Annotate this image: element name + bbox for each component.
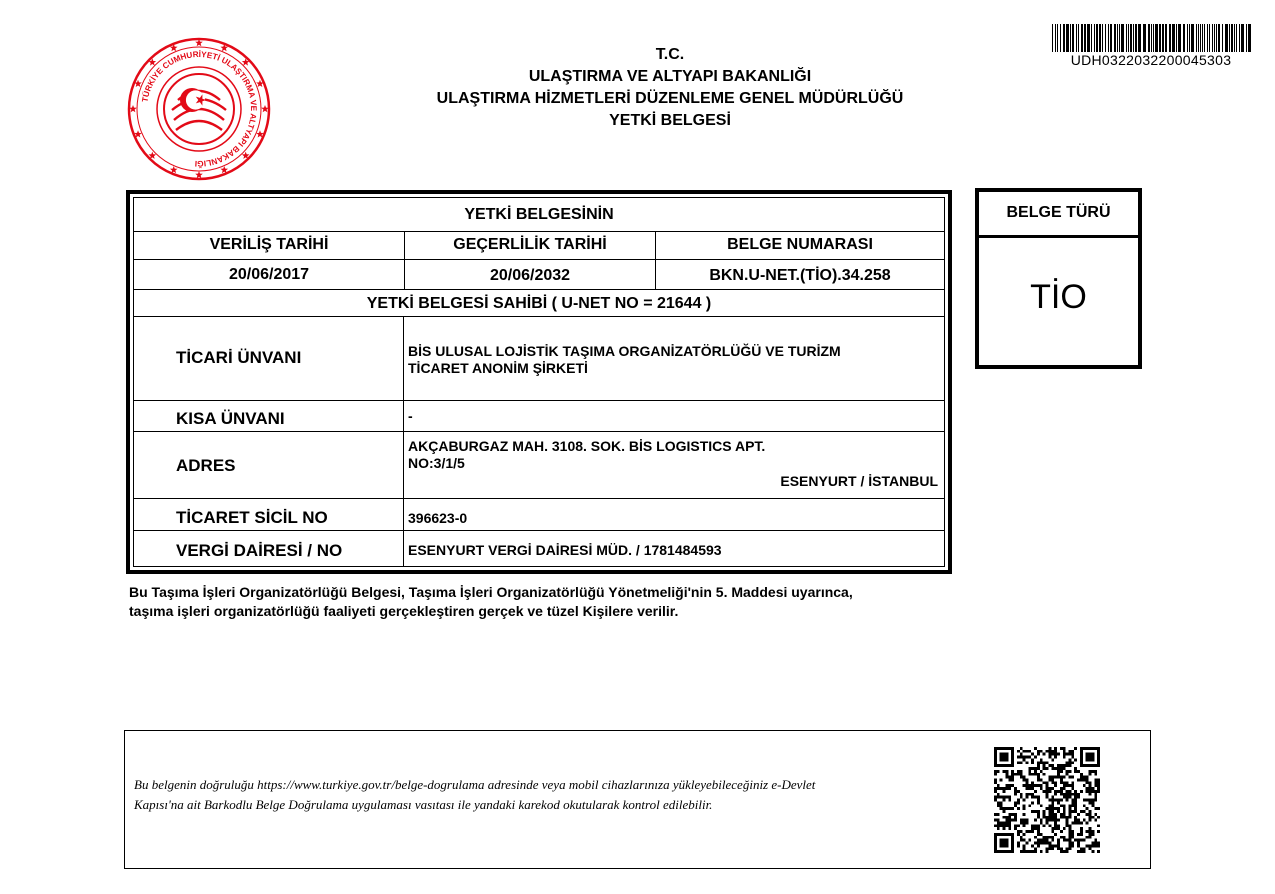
qr-code-icon [994, 747, 1100, 853]
address-line-1: AKÇABURGAZ MAH. 3108. SOK. BİS LOGISTICS APT. [408, 438, 766, 454]
ministry-seal-icon [126, 36, 272, 182]
short-name-value: - [408, 408, 413, 424]
certificate-number-value: BKN.U-NET.(TİO).34.258 [709, 267, 891, 284]
header-country: T.C. [655, 46, 685, 63]
issue-date-label: VERİLİŞ TARİHİ [209, 236, 329, 253]
trade-name-line-1: BİS ULUSAL LOJİSTİK TAŞIMA ORGANİZATÖRLÜĞÜ VE TURİZM [408, 343, 841, 359]
verification-box [124, 730, 1151, 869]
certificate-table-inner [133, 197, 945, 567]
owner-title: YETKİ BELGESİ SAHİBİ ( U-NET NO = 21644 ) [366, 295, 712, 312]
address-value [408, 438, 765, 472]
trade-name-value [408, 343, 841, 377]
seal-text: TÜRKİYE CUMHURİYETİ ULAŞTIRMA VE ALTYAPI BAKANLIĞI [140, 49, 259, 169]
short-name-label: KISA ÜNVANI [176, 409, 285, 428]
document-type-value: TİO [1030, 278, 1087, 316]
certificate-table [126, 190, 952, 574]
trade-name-label: TİCARİ ÜNVANI [176, 348, 302, 367]
document-type-box [975, 188, 1142, 369]
tax-office-label: VERGİ DAİRESİ / NO [176, 541, 343, 560]
barcode-icon [1052, 24, 1252, 52]
header-directorate: ULAŞTIRMA HİZMETLERİ DÜZENLEME GENEL MÜDÜRLÜĞÜ [436, 90, 904, 107]
address-city: ESENYURT / İSTANBUL [780, 473, 938, 489]
verification-text [134, 775, 954, 815]
tax-office-value: ESENYURT VERGİ DAİRESİ MÜD. / 1781484593 [408, 542, 722, 558]
document-type-label: BELGE TÜRÜ [1006, 204, 1111, 221]
trade-name-line-2: TİCARET ANONİM ŞİRKETİ [408, 360, 588, 376]
verification-line-2: Kapısı'na ait Barkodlu Belge Doğrulama uygulaması vasıtası ile yandaki karekod okutularak kontrol edilebilir. [134, 797, 713, 812]
certificate-number-label: BELGE NUMARASI [727, 236, 873, 253]
issue-date-value: 20/06/2017 [228, 266, 310, 283]
legal-note-line-2: taşıma işleri organizatörlüğü faaliyeti gerçekleştiren gerçek ve tüzel Kişilere verilir. [129, 603, 679, 619]
validity-date-value: 20/06/2032 [489, 267, 571, 284]
document-type-divider [979, 235, 1138, 238]
document-header [340, 44, 1000, 132]
address-line-2: NO:3/1/5 [408, 455, 465, 471]
verification-line-1: Bu belgenin doğruluğu https://www.turkiye.gov.tr/belge-dogrulama adresinde veya mobil cihazlarınıza yükleyebileceğiniz e-Devlet [134, 777, 816, 792]
registry-number-value: 396623-0 [408, 510, 468, 526]
validity-date-label: GEÇERLİLİK TARİHİ [453, 236, 607, 253]
legal-note-line-1: Bu Taşıma İşleri Organizatörlüğü Belgesi, Taşıma İşleri Organizatörlüğü Yönetmeliği'nin 5. Maddesi uyarınca, [129, 584, 853, 600]
header-document-title: YETKİ BELGESİ [609, 112, 731, 129]
section-title: YETKİ BELGESİNİN [464, 206, 614, 223]
legal-note [129, 583, 949, 621]
registry-number-label: TİCARET SİCİL NO [176, 508, 328, 527]
header-ministry: ULAŞTIRMA VE ALTYAPI BAKANLIĞI [528, 68, 812, 85]
address-label: ADRES [176, 456, 236, 475]
barcode-number: UDH0322032200045303 [1070, 52, 1232, 68]
